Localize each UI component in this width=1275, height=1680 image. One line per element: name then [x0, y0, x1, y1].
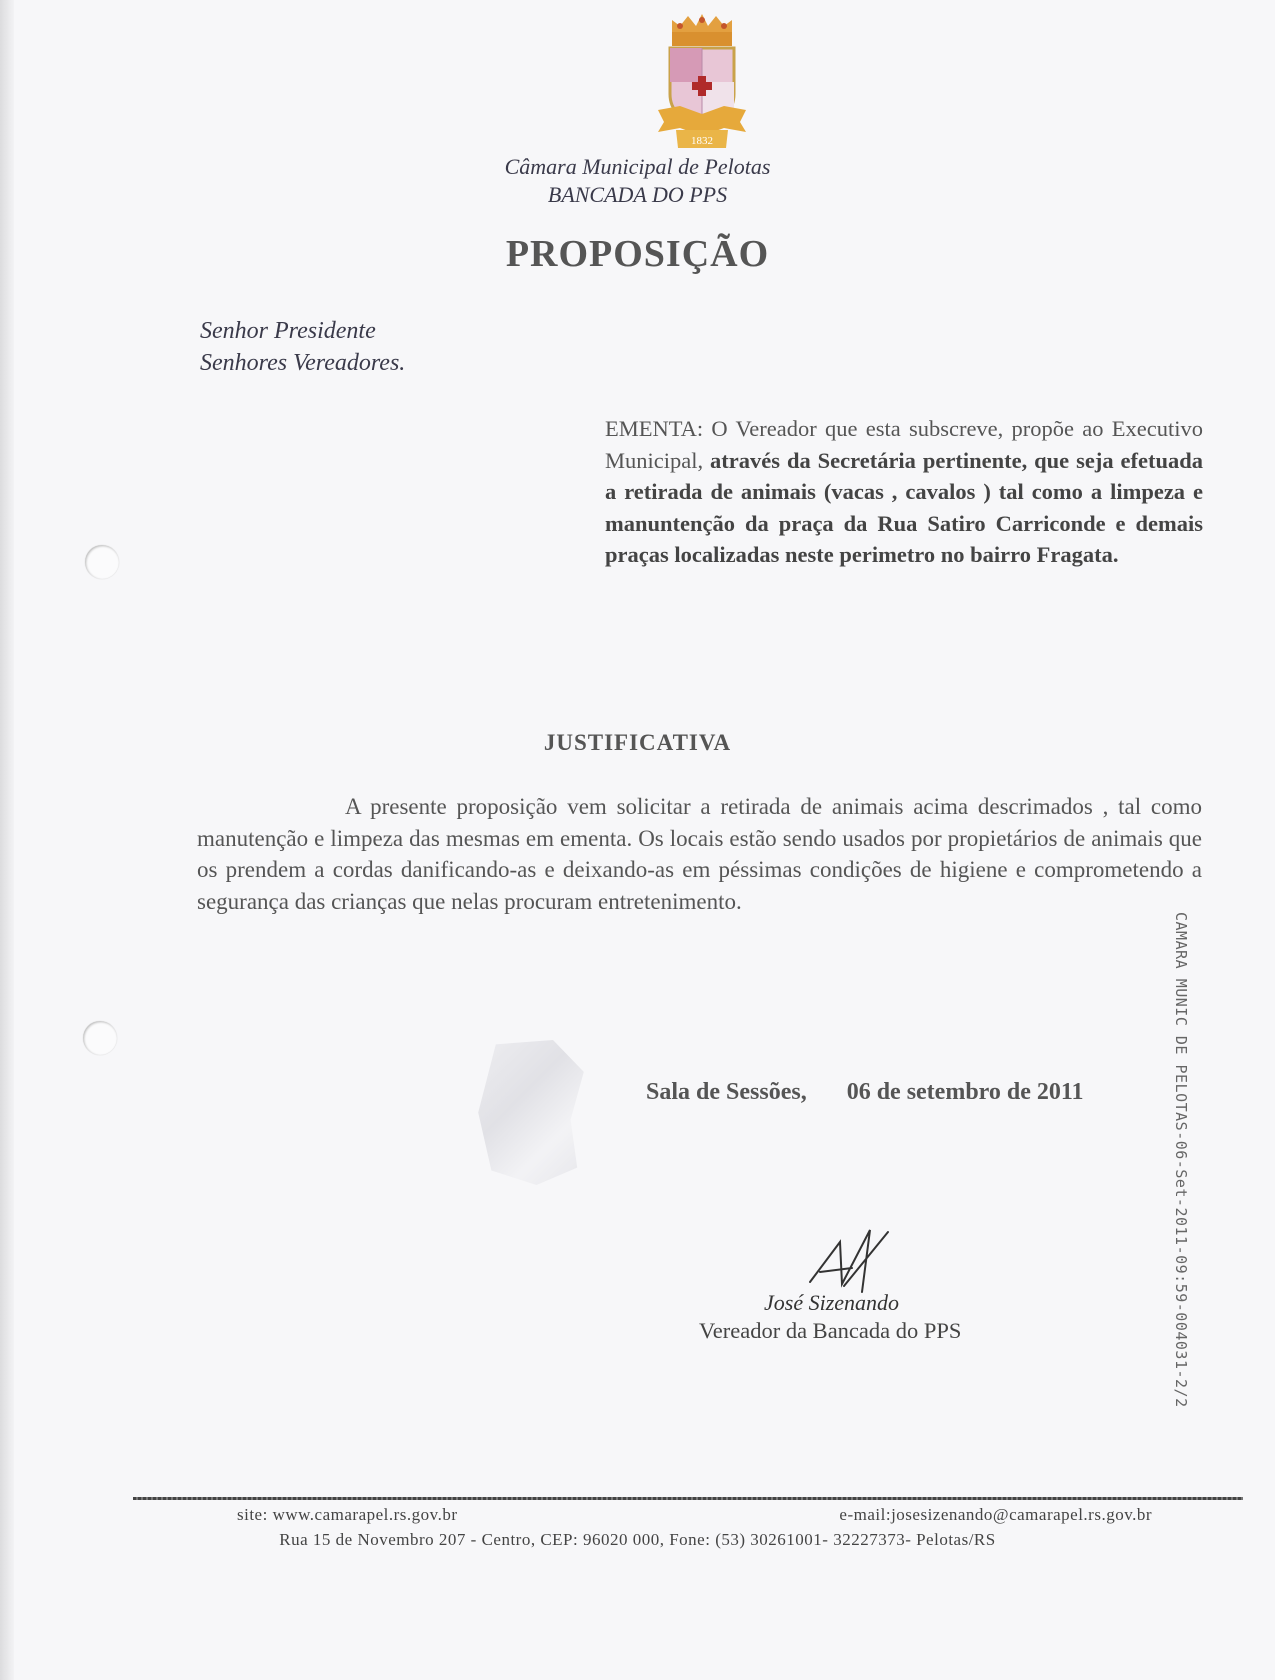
document-title: PROPOSIÇÃO: [505, 233, 770, 275]
ementa-normal-text: EMENTA: O Vereador que esta subscreve, propõe ao Executivo Municipal,: [605, 416, 1203, 473]
institution-name: Câmara Municipal de Pelotas: [504, 154, 771, 179]
ementa-paragraph: [605, 413, 1203, 571]
session-date-line: [646, 1079, 1084, 1106]
justificativa-paragraph: A presente proposição vem solicitar a retirada de animais acima descrimados , tal como manutenção e limpeza das mesmas em ementa. Os locais estão sendo usados por propietários de animais que os prendem a cordas danificando-as e deixando-as em péssimas condições de higiene e comprometendo a segurança das crianças que nelas procuram entretenimento.: [197, 794, 1202, 914]
greeting-president: Senhor Presidente: [200, 318, 376, 344]
protocol-stamp: CAMARA MUNIC DE PELOTAS-06-Set-2011-09:59-004031-2/2: [1172, 912, 1190, 1408]
punch-hole-bottom: [83, 1021, 117, 1055]
footer-divider: [133, 1497, 1243, 1500]
crest-year: 1832: [691, 135, 713, 147]
punch-hole-top: [85, 545, 119, 579]
tape-residue: [476, 1040, 586, 1185]
bench-name: BANCADA DO PPS: [547, 182, 728, 207]
ementa-bold-text: através da Secretária pertinente, que seja efetuada a retirada de animais (vacas , cavalos ) tal como a limpeza e manuntenção da praça da Rua Satiro Carriconde e demais praças localizadas neste perimetro no bairro Fragata.: [605, 447, 1203, 567]
footer-address: Rua 15 de Novembro 207 - Centro, CEP: 96020 000, Fone: (53) 30261001- 32227373- Pelotas/RS: [279, 1530, 996, 1549]
session-date: 06 de setembro de 2011: [846, 1079, 1084, 1105]
footer-email: e-mail:josesizenando@camarapel.rs.gov.br: [839, 1505, 1152, 1524]
justificativa-heading: JUSTIFICATIVA: [543, 730, 732, 755]
signer-role: Vereador da Bancada do PPS: [699, 1318, 962, 1343]
greeting-councilors: Senhores Vereadores.: [200, 350, 406, 376]
session-place: Sala de Sessões,: [646, 1079, 807, 1105]
municipal-crest-icon: [656, 14, 748, 150]
signer-name: José Sizenando: [764, 1290, 900, 1315]
footer-site: site: www.camarapel.rs.gov.br: [237, 1505, 458, 1524]
